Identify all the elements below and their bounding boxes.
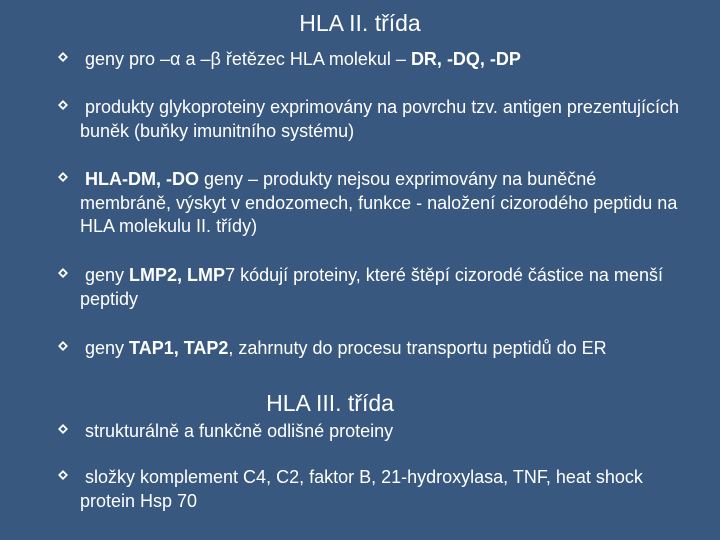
list-item <box>58 48 688 72</box>
diamond-bullet-icon <box>58 341 68 351</box>
diamond-bullet-icon <box>58 268 68 278</box>
list-item-text: složky komplement C4, C2, faktor B, 21-hydroxylasa, TNF, heat shock protein Hsp 70 <box>80 467 643 511</box>
list-item-text: geny TAP1, TAP2, zahrnuty do procesu transportu peptidů do ER <box>85 338 607 358</box>
diamond-bullet-icon <box>58 100 68 110</box>
section-title-hla-iii: HLA III. třída <box>266 390 394 416</box>
list-item <box>58 466 688 513</box>
diamond-bullet-icon <box>58 172 68 182</box>
diamond-bullet-icon <box>58 52 68 62</box>
list-item-text: produkty glykoproteiny exprimovány na povrchu tzv. antigen prezentujících buněk (buňky imunitního systému) <box>80 97 679 141</box>
section-title-hla-ii: HLA II. třída <box>299 10 421 36</box>
list-item-text: geny LMP2, LMP7 kódují proteiny, které štěpí cizorodé částice na menší peptidy <box>80 265 663 309</box>
list-item <box>58 420 688 444</box>
list-item-text: strukturálně a funkčně odlišné proteiny <box>85 421 394 441</box>
list-item <box>58 264 688 311</box>
diamond-bullet-icon <box>58 424 68 434</box>
list-item <box>58 96 688 143</box>
list-item-text: geny pro –α a –β řetězec HLA molekul – DR, -DQ, -DP <box>85 49 521 69</box>
list-item <box>58 337 688 361</box>
list-item-text: HLA-DM, -DO geny – produkty nejsou exprimovány na buněčné membráně, výskyt v endozomech, funkce - naložení cizorodého peptidu na HLA molekulu II. třídy) <box>80 169 678 236</box>
list-item <box>58 168 688 239</box>
diamond-bullet-icon <box>58 470 68 480</box>
